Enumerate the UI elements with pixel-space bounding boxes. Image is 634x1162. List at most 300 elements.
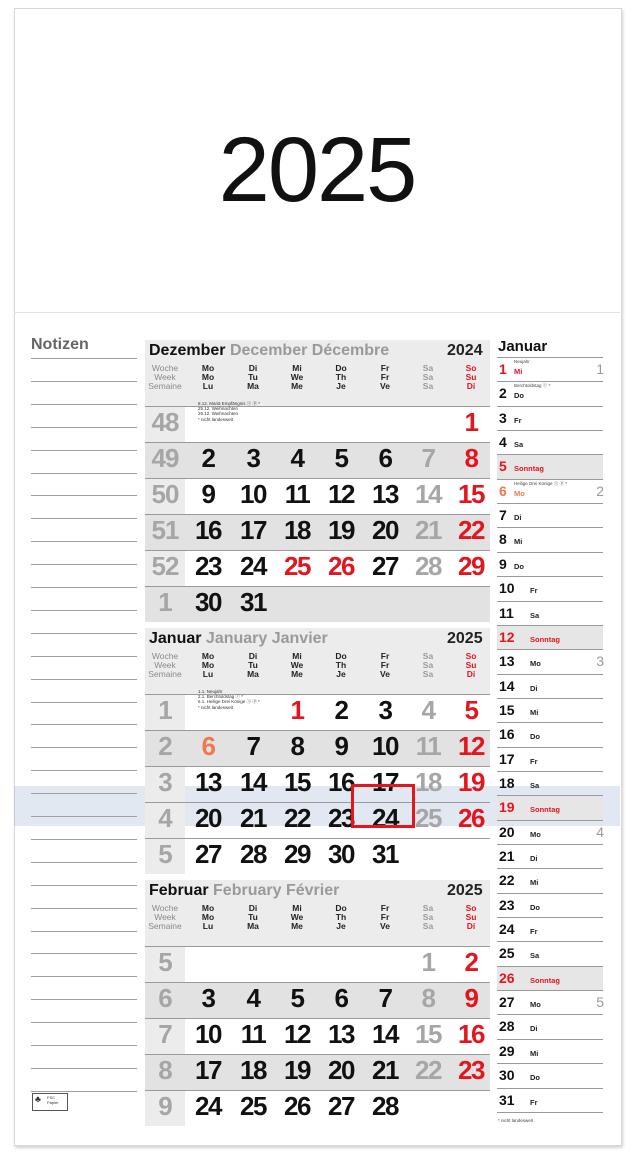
- strip-line: [497, 747, 603, 748]
- day-cell[interactable]: 22: [415, 1055, 441, 1085]
- notes-line[interactable]: [31, 976, 137, 977]
- day-cell[interactable]: 15: [284, 767, 310, 797]
- holiday-note: 6.1. Heilige Drei Könige ⓐ ⓟ *: [198, 699, 260, 705]
- strip-day-number[interactable]: 13: [499, 653, 515, 670]
- strip-line: [497, 844, 603, 845]
- fsc-logo: [32, 1093, 68, 1111]
- day-cell[interactable]: 29: [284, 839, 310, 869]
- weekday-label: [194, 652, 222, 679]
- day-cell[interactable]: 14: [415, 479, 441, 509]
- strip-weekday: Sa: [530, 610, 540, 620]
- notes-line[interactable]: [31, 999, 137, 1000]
- weekday-label-line: Di: [248, 903, 258, 913]
- weekday-label-line: Sa: [422, 921, 434, 931]
- strip-footnote: * nicht landesweit: [498, 1118, 534, 1123]
- weekday-label-line: Do: [335, 903, 347, 913]
- calendar-year: 2025: [218, 119, 416, 221]
- day-cell[interactable]: 24: [195, 1091, 221, 1121]
- weekday-label-line: Ma: [247, 669, 259, 679]
- weekday-label-line: Su: [465, 660, 477, 670]
- strip-day-number[interactable]: 24: [499, 921, 515, 938]
- weekday-label-line: Do: [335, 651, 347, 661]
- day-cell[interactable]: 6: [378, 443, 392, 473]
- day-cell[interactable]: 9: [464, 983, 478, 1013]
- strip-day-number[interactable]: 27: [499, 994, 515, 1011]
- notes-line[interactable]: [31, 358, 137, 359]
- day-cell[interactable]: 21: [372, 1055, 398, 1085]
- strip-day-number[interactable]: 28: [499, 1018, 515, 1035]
- strip-line: [497, 868, 603, 869]
- day-cell[interactable]: 13: [372, 479, 398, 509]
- day-cell[interactable]: 11: [240, 1019, 266, 1049]
- strip-day-number[interactable]: 18: [499, 774, 515, 791]
- day-cell[interactable]: 9: [334, 731, 348, 761]
- strip-line: [497, 454, 603, 455]
- strip-line: [497, 1112, 603, 1113]
- weekday-label-line: Mi: [292, 651, 302, 661]
- day-cell[interactable]: 20: [195, 803, 221, 833]
- notes-line[interactable]: [31, 656, 137, 657]
- day-cell[interactable]: 19: [458, 767, 484, 797]
- weekday-label-line: Sa: [422, 669, 434, 679]
- week-label: [145, 364, 185, 391]
- weekday-label-line: So: [465, 363, 477, 373]
- strip-day-number[interactable]: 25: [499, 945, 515, 962]
- strip-line: [497, 601, 603, 602]
- strip-weekday: Fr: [530, 586, 538, 596]
- notes-line[interactable]: [31, 427, 137, 428]
- notes-line[interactable]: [31, 793, 137, 794]
- day-cell[interactable]: 30: [328, 839, 354, 869]
- strip-weekday: Sa: [514, 440, 524, 450]
- weekday-label-line: Mi: [292, 903, 302, 913]
- strip-day-number[interactable]: 10: [499, 580, 515, 597]
- day-cell[interactable]: 16: [458, 1019, 484, 1049]
- week-label-line: Week: [154, 912, 176, 922]
- notes-line[interactable]: [31, 1022, 137, 1023]
- month-year: 2025: [447, 630, 483, 647]
- holiday-note: 25.12. Weihnachten: [198, 406, 238, 412]
- strip-weekday: Do: [514, 561, 524, 571]
- strip-day-number[interactable]: 26: [499, 969, 515, 986]
- day-cell[interactable]: 24: [372, 803, 398, 833]
- strip-holiday-note: Heilige Drei Könige ⓐ ⓟ *: [514, 480, 568, 486]
- strip-day-number[interactable]: 29: [499, 1042, 515, 1059]
- strip-weekday: Di: [530, 1024, 538, 1034]
- day-cell[interactable]: 28: [415, 551, 441, 581]
- day-cell[interactable]: 28: [240, 839, 266, 869]
- day-cell[interactable]: 7: [378, 983, 392, 1013]
- notes-line[interactable]: [31, 541, 137, 542]
- strip-weekday: Mi: [530, 1048, 539, 1058]
- weekday-label-line: Th: [335, 912, 347, 922]
- week-label-line: Semaine: [148, 381, 182, 391]
- strip-week-number: 1: [596, 361, 604, 377]
- day-cell[interactable]: 15: [458, 479, 484, 509]
- day-cell[interactable]: 27: [195, 839, 221, 869]
- day-cell[interactable]: 4: [290, 443, 304, 473]
- weekday-label-line: Lu: [202, 669, 214, 679]
- day-cell[interactable]: 21: [415, 515, 441, 545]
- weekday-label-line: Ma: [247, 381, 259, 391]
- day-cell[interactable]: 12: [458, 731, 484, 761]
- weekday-label-line: Th: [335, 372, 347, 382]
- weekday-label-line: Tu: [248, 912, 258, 922]
- weekday-label-line: Sa: [422, 363, 434, 373]
- week-number: 3: [158, 767, 172, 797]
- weekday-label: [283, 652, 311, 679]
- day-cell[interactable]: 17: [195, 1055, 221, 1085]
- strip-holiday-note: Berchtoldstag ⓒ *: [514, 383, 551, 389]
- day-cell[interactable]: 16: [195, 515, 221, 545]
- strip-day-number[interactable]: 15: [499, 701, 515, 718]
- day-cell[interactable]: 18: [284, 515, 310, 545]
- day-cell[interactable]: 10: [240, 479, 266, 509]
- weekday-label-line: Lu: [202, 921, 214, 931]
- weekday-label: [327, 904, 355, 931]
- strip-weekday: Fr: [530, 756, 538, 766]
- strip-line: [497, 381, 603, 382]
- weekday-label-line: Mo: [201, 912, 215, 922]
- holiday-notes: [198, 689, 260, 710]
- strip-sunday-bg: [497, 454, 603, 478]
- strip-day-number[interactable]: 4: [499, 434, 507, 451]
- notes-line[interactable]: [31, 518, 137, 519]
- day-cell[interactable]: 11: [284, 479, 310, 509]
- day-cell[interactable]: 10: [195, 1019, 221, 1049]
- strip-day-number[interactable]: 20: [499, 823, 515, 840]
- day-cell[interactable]: 1: [464, 407, 478, 437]
- notes-line[interactable]: [31, 473, 137, 474]
- day-cell[interactable]: 28: [372, 1091, 398, 1121]
- strip-line: [497, 941, 603, 942]
- strip-weekday: Do: [530, 902, 540, 912]
- strip-day-number[interactable]: 23: [499, 896, 515, 913]
- day-cell[interactable]: 2: [334, 695, 348, 725]
- holiday-note: * nicht landesweit: [198, 704, 234, 710]
- strip-weekday: Fr: [530, 927, 538, 937]
- notes-line[interactable]: [31, 610, 137, 611]
- strip-line: [497, 357, 603, 358]
- day-cell[interactable]: 27: [328, 1091, 354, 1121]
- weekday-label-line: Di: [466, 669, 476, 679]
- day-cell[interactable]: 13: [195, 767, 221, 797]
- strip-weekday: Sa: [530, 951, 540, 961]
- month-title: [149, 882, 339, 900]
- week-number: 9: [158, 1091, 172, 1121]
- strip-day-number[interactable]: 2: [499, 385, 507, 402]
- day-cell[interactable]: 31: [240, 587, 266, 617]
- weekday-label-line: Sa: [422, 903, 434, 913]
- weekday-label: [414, 904, 442, 931]
- day-cell[interactable]: 12: [284, 1019, 310, 1049]
- strip-day-number[interactable]: 22: [499, 872, 515, 889]
- day-cell[interactable]: 19: [328, 515, 354, 545]
- weekday-label-line: Mo: [201, 372, 215, 382]
- day-cell[interactable]: 8: [290, 731, 304, 761]
- notes-line[interactable]: [31, 953, 137, 954]
- weekday-label-line: Me: [291, 381, 303, 391]
- week-number: 48: [151, 407, 179, 437]
- strip-weekday: Do: [530, 1073, 540, 1083]
- weekday-label-line: Fr: [380, 660, 390, 670]
- day-cell[interactable]: 23: [195, 551, 221, 581]
- notes-line[interactable]: [31, 839, 137, 840]
- notes-line[interactable]: [31, 381, 137, 382]
- day-cell[interactable]: 23: [458, 1055, 484, 1085]
- weekday-label-line: Tu: [248, 372, 258, 382]
- strip-day-number[interactable]: 8: [499, 531, 507, 548]
- notes-line[interactable]: [31, 931, 137, 932]
- day-cell[interactable]: 31: [372, 839, 398, 869]
- notes-line[interactable]: [31, 1045, 137, 1046]
- day-cell[interactable]: 18: [240, 1055, 266, 1085]
- weekday-label-line: Sa: [422, 381, 434, 391]
- day-cell[interactable]: 22: [458, 515, 484, 545]
- week-label-line: Week: [154, 660, 176, 670]
- day-cell[interactable]: 25: [415, 803, 441, 833]
- strip-line: [497, 966, 603, 967]
- strip-day-number[interactable]: 6: [499, 482, 507, 499]
- strip-weekday: Sonntag: [530, 975, 560, 985]
- day-cell[interactable]: 5: [334, 443, 348, 473]
- day-cell[interactable]: 3: [378, 695, 392, 725]
- strip-weekday: Sonntag: [530, 805, 560, 815]
- day-cell[interactable]: 3: [201, 983, 215, 1013]
- notes-line[interactable]: [31, 770, 137, 771]
- weekday-label: [457, 904, 485, 931]
- day-cell[interactable]: 20: [372, 515, 398, 545]
- day-cell[interactable]: 12: [328, 479, 354, 509]
- strip-day-number[interactable]: 12: [499, 628, 515, 645]
- strip-weekday: Sonntag: [530, 634, 560, 644]
- day-cell[interactable]: 26: [284, 1091, 310, 1121]
- weekday-label-line: Mo: [201, 651, 215, 661]
- day-cell[interactable]: 14: [372, 1019, 398, 1049]
- strip-week-number: 5: [596, 994, 604, 1011]
- strip-weekday: Mi: [530, 878, 539, 888]
- day-cell[interactable]: 20: [328, 1055, 354, 1085]
- week-label-line: Woche: [151, 903, 179, 913]
- weekday-label-line: Th: [335, 660, 347, 670]
- weekday-label-line: Do: [335, 363, 347, 373]
- day-cell[interactable]: 9: [201, 479, 215, 509]
- holiday-note: 1.1. Neujahr: [198, 689, 223, 694]
- week-label-line: Semaine: [148, 669, 182, 679]
- weekday-label: [371, 652, 399, 679]
- weekday-label-line: Mo: [201, 660, 215, 670]
- notes-line[interactable]: [31, 404, 137, 405]
- day-cell[interactable]: 22: [284, 803, 310, 833]
- day-cell[interactable]: 27: [372, 551, 398, 581]
- day-cell[interactable]: 8: [464, 443, 478, 473]
- strip-line: [497, 1063, 603, 1064]
- strip-day-number[interactable]: 17: [499, 750, 515, 767]
- day-cell[interactable]: 5: [290, 983, 304, 1013]
- day-cell[interactable]: 11: [415, 731, 441, 761]
- strip-weekday: Di: [530, 854, 538, 863]
- notes-line[interactable]: [31, 862, 137, 863]
- strip-day-number[interactable]: 21: [499, 848, 515, 864]
- weekday-label-line: Fr: [380, 912, 390, 922]
- weekday-label-line: Fr: [380, 651, 390, 661]
- weekday-label: [239, 904, 267, 931]
- strip-day-number[interactable]: 1: [499, 361, 507, 377]
- week-number: 52: [151, 551, 179, 581]
- weekday-label-line: Mi: [292, 363, 302, 373]
- weekday-label-line: Di: [466, 921, 476, 931]
- notes-line[interactable]: [31, 450, 137, 451]
- strip-line: [497, 503, 603, 504]
- weekday-label-line: Sa: [422, 660, 434, 670]
- weekday-label-line: So: [465, 903, 477, 913]
- month-year: 2025: [447, 882, 483, 899]
- day-cell[interactable]: 30: [195, 587, 221, 617]
- weekday-label-line: Mo: [201, 363, 215, 373]
- day-cell[interactable]: 6: [334, 983, 348, 1013]
- day-cell[interactable]: 1: [421, 947, 435, 977]
- day-cell[interactable]: 25: [240, 1091, 266, 1121]
- notes-line[interactable]: [31, 587, 137, 588]
- weekday-label-line: Je: [336, 921, 346, 931]
- strip-weekday: Mi: [514, 537, 523, 547]
- holiday-note: * nicht landesweit: [198, 416, 234, 422]
- strip-day-number[interactable]: 30: [499, 1067, 515, 1084]
- notes-line[interactable]: [31, 495, 137, 496]
- day-cell[interactable]: 21: [240, 803, 266, 833]
- day-cell[interactable]: 16: [328, 767, 354, 797]
- holiday-notes: [198, 401, 260, 422]
- weekday-label-line: Sa: [422, 372, 434, 382]
- day-cell[interactable]: 7: [246, 731, 260, 761]
- day-cell[interactable]: 17: [372, 767, 398, 797]
- weekday-label: [457, 364, 485, 391]
- strip-weekday: Sonntag: [514, 464, 544, 474]
- weekday-label: [194, 364, 222, 391]
- day-cell[interactable]: 24: [240, 551, 266, 581]
- strip-weekday: Mo: [530, 659, 541, 669]
- day-cell[interactable]: 6: [201, 731, 215, 761]
- header-separator: [14, 312, 620, 313]
- holiday-note: 26.12. Weihnachten: [198, 411, 238, 417]
- strip-day-number[interactable]: 19: [499, 799, 515, 816]
- strip-day-number[interactable]: 11: [499, 604, 514, 621]
- weekday-label: [283, 904, 311, 931]
- day-cell[interactable]: 26: [328, 551, 354, 581]
- day-cell[interactable]: 26: [458, 803, 484, 833]
- strip-day-number[interactable]: 9: [499, 555, 507, 572]
- fsc-label: FSC Papier: [47, 1095, 59, 1105]
- weekday-label: [414, 364, 442, 391]
- weekday-label-line: We: [290, 372, 304, 382]
- strip-line: [497, 722, 603, 723]
- strip-line: [497, 430, 603, 431]
- day-cell[interactable]: 29: [458, 551, 484, 581]
- week-number: 8: [158, 1055, 172, 1085]
- day-cell[interactable]: 5: [464, 695, 478, 725]
- strip-line: [497, 1039, 603, 1040]
- notes-line[interactable]: [31, 1068, 137, 1069]
- weekday-label-line: Je: [336, 381, 346, 391]
- strip-day-number[interactable]: 16: [499, 726, 515, 743]
- notes-title: Notizen: [31, 336, 89, 353]
- weekday-label: [371, 364, 399, 391]
- day-cell[interactable]: 4: [246, 983, 260, 1013]
- day-cell[interactable]: 2: [464, 947, 478, 977]
- weekday-label: [283, 364, 311, 391]
- week-number: 51: [151, 515, 179, 545]
- day-cell[interactable]: 17: [240, 515, 266, 545]
- weekday-label-line: Me: [291, 921, 303, 931]
- day-cell[interactable]: 18: [415, 767, 441, 797]
- day-cell[interactable]: 13: [328, 1019, 354, 1049]
- day-cell[interactable]: 8: [421, 983, 435, 1013]
- weekday-label: [194, 904, 222, 931]
- row-divider: [145, 406, 490, 407]
- strip-week-number: 3: [596, 653, 604, 670]
- week-number: 5: [158, 947, 172, 977]
- holiday-note: 8.12. Mariä Empfängnis ⓐ ⓟ *: [198, 401, 261, 406]
- weekday-label-line: Ve: [380, 381, 390, 391]
- strip-day-number[interactable]: 3: [499, 409, 507, 426]
- day-cell[interactable]: 1: [290, 695, 304, 725]
- day-cell[interactable]: 14: [240, 767, 266, 797]
- strip-weekday: Mo: [530, 1000, 541, 1010]
- day-cell[interactable]: 15: [415, 1019, 441, 1049]
- weekday-label: [239, 652, 267, 679]
- current-day-marker[interactable]: [351, 784, 415, 828]
- weekday-label-line: Fr: [380, 363, 390, 373]
- month-name-translations: January Janvier: [205, 630, 328, 647]
- weekday-label-line: Lu: [202, 381, 214, 391]
- notes-line[interactable]: [31, 564, 137, 565]
- week-label-line: Woche: [151, 651, 179, 661]
- day-cell[interactable]: 3: [246, 443, 260, 473]
- day-cell[interactable]: 23: [328, 803, 354, 833]
- day-cell[interactable]: 19: [284, 1055, 310, 1085]
- strip-day-number[interactable]: 14: [499, 677, 515, 694]
- day-cell[interactable]: 7: [421, 443, 435, 473]
- day-cell[interactable]: 10: [372, 731, 398, 761]
- day-cell[interactable]: 4: [421, 695, 435, 725]
- notes-line[interactable]: [31, 816, 137, 817]
- notes-line[interactable]: [31, 885, 137, 886]
- notes-line[interactable]: [31, 679, 137, 680]
- strip-month-title: Januar: [498, 338, 548, 355]
- notes-line[interactable]: [31, 633, 137, 634]
- day-cell[interactable]: 25: [284, 551, 310, 581]
- notes-line[interactable]: [31, 724, 137, 725]
- week-label: [145, 652, 185, 679]
- notes-line[interactable]: [31, 702, 137, 703]
- strip-weekday: Mi: [530, 707, 539, 717]
- strip-day-number[interactable]: 7: [499, 507, 507, 524]
- notes-line[interactable]: [31, 908, 137, 909]
- week-number: 50: [151, 479, 179, 509]
- holiday-note: 2.1. Berchtoldstag ⓒ *: [198, 694, 244, 700]
- day-cell[interactable]: 2: [201, 443, 215, 473]
- notes-line[interactable]: [31, 747, 137, 748]
- weekday-label: [371, 904, 399, 931]
- notes-line[interactable]: [31, 1091, 137, 1092]
- strip-day-number[interactable]: 5: [499, 458, 507, 475]
- weekday-label: [327, 652, 355, 679]
- strip-line: [497, 893, 603, 894]
- weekday-label-line: Di: [248, 363, 258, 373]
- strip-day-number[interactable]: 31: [499, 1091, 515, 1108]
- month-name: Januar: [149, 630, 202, 647]
- strip-line: [497, 479, 603, 480]
